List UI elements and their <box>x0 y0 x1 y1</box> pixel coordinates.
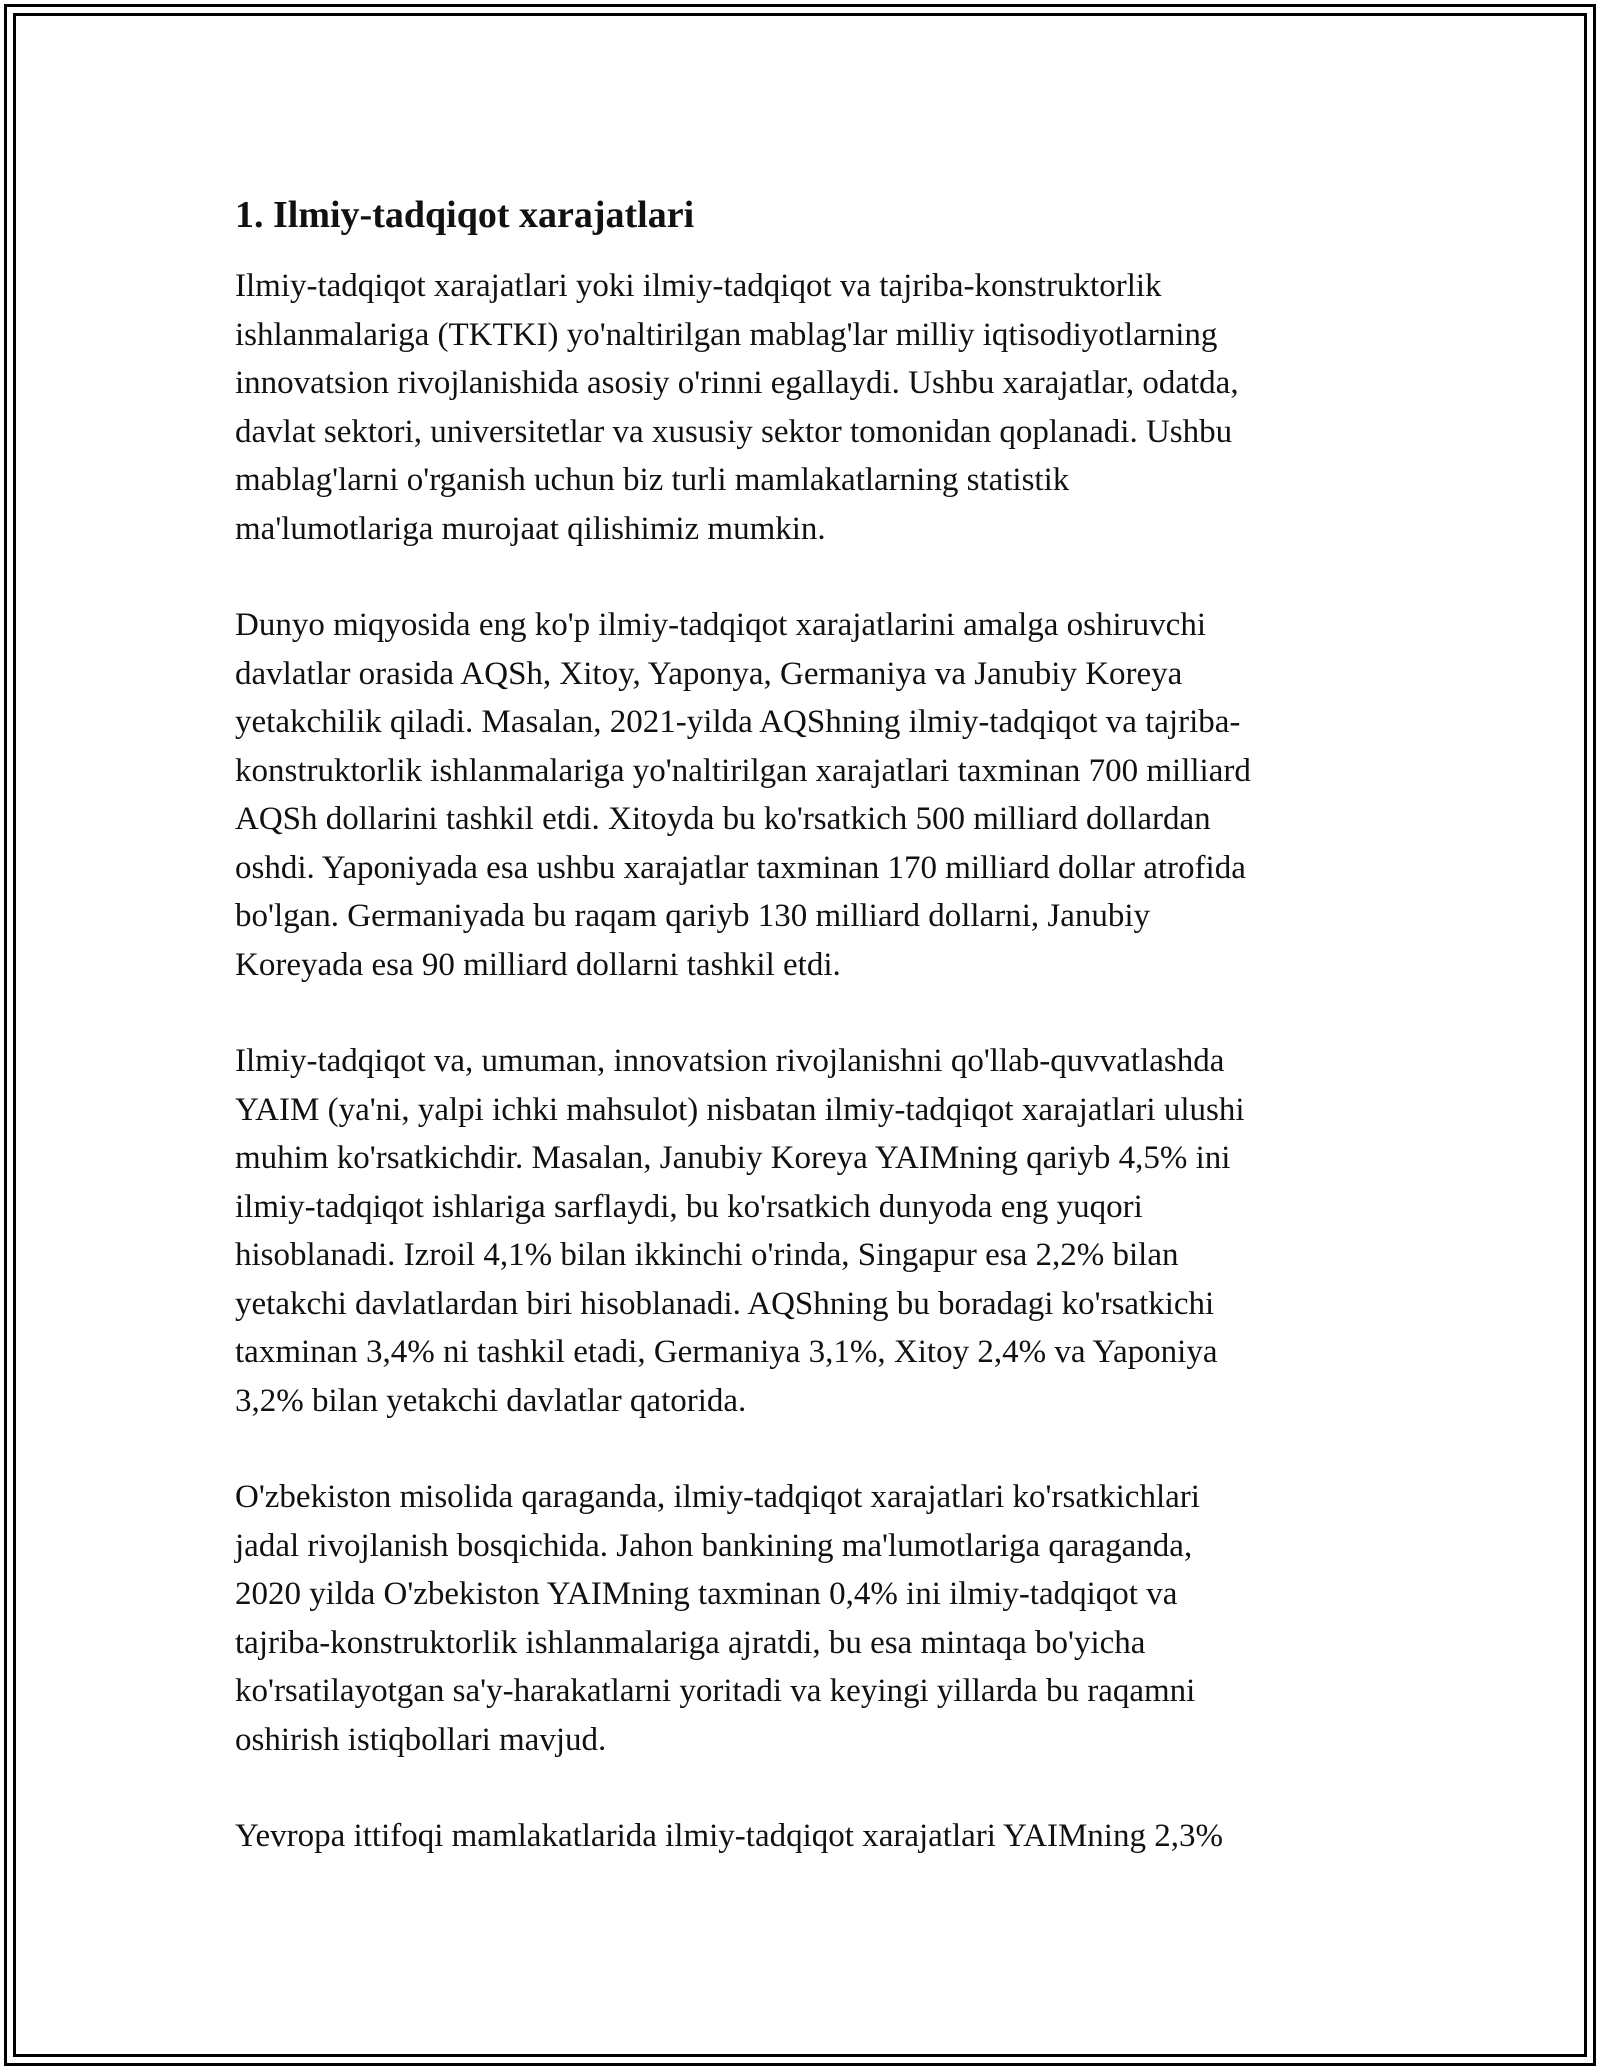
text-line: 3,2% bilan yetakchi davlatlar qatorida. <box>235 1382 747 1419</box>
section-heading: 1. Ilmiy-tadqiqot xarajatlari <box>235 194 695 236</box>
text-line: davlatlar orasida AQSh, Xitoy, Yaponya, Germaniya va Janubiy Koreya <box>235 655 1183 692</box>
paragraph-1 <box>235 262 1390 553</box>
text-line: Dunyo miqyosida eng ko'p ilmiy-tadqiqot xarajatlarini amalga oshiruvchi <box>235 607 1206 643</box>
text-line: jadal rivojlanish bosqichida. Jahon bankining ma'lumotlariga qaraganda, <box>235 1527 1193 1564</box>
text-line: Koreyada esa 90 milliard dollarni tashkil etdi. <box>235 946 841 983</box>
text-line: mablag'larni o'rganish uchun biz turli mamlakatlarning statistik <box>235 462 1070 498</box>
text-line: Ilmiy-tadqiqot xarajatlari yoki ilmiy-tadqiqot va tajriba-konstruktorlik <box>235 268 1162 304</box>
text-line: hisoblanadi. Izroil 4,1% bilan ikkinchi o'rinda, Singapur esa 2,2% bilan <box>235 1237 1179 1273</box>
text-line: tajriba-konstruktorlik ishlanmalariga ajratdi, bu esa mintaqa bo'yicha <box>235 1624 1146 1661</box>
text-line: yetakchilik qiladi. Masalan, 2021-yilda AQShning ilmiy-tadqiqot va tajriba- <box>235 704 1241 740</box>
paragraph-4 <box>235 1473 1390 1764</box>
paragraph-5 <box>235 1812 1390 1861</box>
text-line: innovatsion rivojlanishida asosiy o'rinni egallaydi. Ushbu xarajatlar, odatda, <box>235 365 1239 401</box>
text-line: bo'lgan. Germaniyada bu raqam qariyb 130 milliard dollarni, Janubiy <box>235 898 1151 934</box>
text-line: ko'rsatilayotgan sa'y-harakatlarni yoritadi va keyingi yillarda bu raqamni <box>235 1673 1196 1709</box>
paragraph-3 <box>235 1037 1390 1425</box>
paragraph-2 <box>235 601 1390 989</box>
text-line: taxminan 3,4% ni tashkil etadi, Germaniya 3,1%, Xitoy 2,4% va Yaponiya <box>235 1334 1218 1370</box>
text-line: ma'lumotlariga murojaat qilishimiz mumkin. <box>235 510 826 547</box>
text-line: yetakchi davlatlardan biri hisoblanadi. AQShning bu boradagi ko'rsatkichi <box>235 1285 1215 1322</box>
text-line: O'zbekiston misolida qaraganda, ilmiy-tadqiqot xarajatlari ko'rsatkichlari <box>235 1479 1200 1515</box>
text-line: ilmiy-tadqiqot ishlariga sarflaydi, bu ko'rsatkich dunyoda eng yuqori <box>235 1188 1143 1225</box>
text-line: AQSh dollarini tashkil etdi. Xitoyda bu ko'rsatkich 500 milliard dollardan <box>235 801 1211 837</box>
text-line: davlat sektori, universitetlar va xususiy sektor tomonidan qoplanadi. Ushbu <box>235 413 1233 450</box>
document-body <box>235 190 1390 1909</box>
text-line: oshirish istiqbollari mavjud. <box>235 1721 607 1758</box>
text-line: YAIM (ya'ni, yalpi ichki mahsulot) nisbatan ilmiy-tadqiqot xarajatlari ulushi <box>235 1091 1245 1128</box>
text-line: Yevropa ittifoqi mamlakatlarida ilmiy-tadqiqot xarajatlari YAIMning 2,3% <box>235 1818 1223 1854</box>
text-line: konstruktorlik ishlanmalariga yo'naltirilgan xarajatlari taxminan 700 milliard <box>235 752 1251 789</box>
text-line: 2020 yilda O'zbekiston YAIMning taxminan 0,4% ini ilmiy-tadqiqot va <box>235 1576 1178 1612</box>
text-line: ishlanmalariga (TKTKI) yo'naltirilgan mablag'lar milliy iqtisodiyotlarning <box>235 316 1218 353</box>
text-line: muhim ko'rsatkichdir. Masalan, Janubiy Koreya YAIMning qariyb 4,5% ini <box>235 1140 1231 1176</box>
text-line: oshdi. Yaponiyada esa ushbu xarajatlar taxminan 170 milliard dollar atrofida <box>235 849 1246 886</box>
text-line: Ilmiy-tadqiqot va, umuman, innovatsion rivojlanishni qo'llab-quvvatlashda <box>235 1043 1225 1079</box>
